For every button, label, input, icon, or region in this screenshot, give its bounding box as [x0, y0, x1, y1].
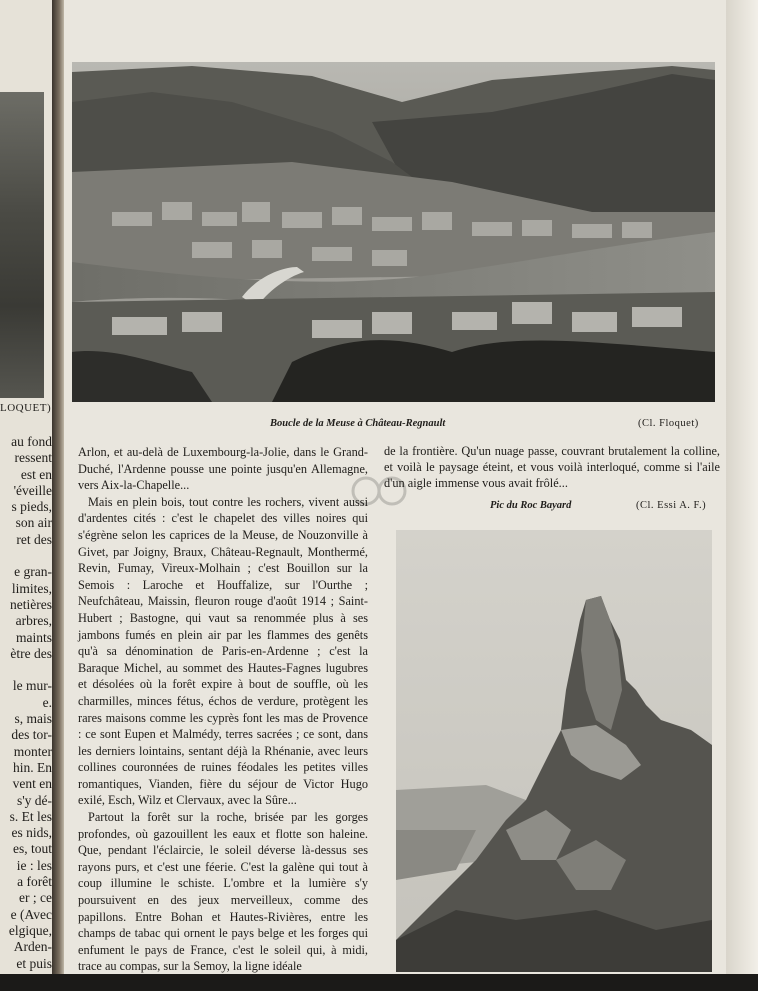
facing-line: e (Avec: [10, 906, 52, 922]
right-photo-caption: Pic du Roc Bayard: [490, 500, 572, 511]
meuse-loop-photo: [72, 62, 715, 402]
facing-page-credit: LOQUET): [0, 402, 52, 414]
binding-shadow: [0, 974, 758, 991]
facing-line: vent en: [12, 776, 52, 792]
facing-line: hin. En: [13, 759, 52, 775]
facing-line: elgique,: [8, 922, 52, 938]
facing-line: er ; ce: [19, 890, 52, 906]
facing-line: ret des: [16, 531, 52, 547]
facing-line: es, tout: [13, 841, 52, 857]
facing-line: et puis: [16, 955, 52, 971]
facing-line: limites,: [11, 580, 52, 596]
facing-line: es nids,: [11, 825, 52, 841]
facing-page-photo: [0, 92, 44, 398]
facing-line: [0, 662, 52, 678]
facing-line: a forêt: [17, 874, 52, 890]
facing-line: ressent: [14, 450, 52, 466]
facing-line: des tor-: [11, 727, 52, 743]
facing-line: monter: [13, 743, 52, 759]
facing-line: ie : les: [16, 857, 52, 873]
article-paragraph: Arlon, et au-delà de Luxembourg-la-Jolie, dans le Grand-Duché, l'Ardenne pousse une pointe jusqu'en Allemagne, vers Aix-la-Chapelle...: [78, 445, 368, 493]
facing-line: [0, 548, 52, 564]
facing-line: e.: [42, 694, 52, 710]
facing-line: arbres,: [15, 613, 52, 629]
roc-bayard-illustration: [396, 530, 712, 972]
article-paragraph: Mais en plein bois, tout contre les rochers, vivent aussi d'ardentes cités : c'est le chapelet des villes noires qui s'égrène selon les caprices de la Meuse, de Nouzonville à Givet, par Joigny, Braux, Château-Regnault, Monthermé, Revin, Fumay, Vireux-Molhain ; c'est Bouillon sur la Semois : Laroche et Houffalize, sur l'Ourthe ; Neufchâteau, Maissin, fleuron rouge d'août 1914 ; Saint-Hubert ; Bastogne, qui vaut sa renommée plus à ses jambons fumés en plein air par les flammes des genêts qu'à sa dénomination de Paris-en-Ardenne ; c'est la Baraque Michel, au sommet des Hautes-Fagnes lugubres et désolées où la forêt expire à bout de souffle, où les charmilles, minces fétus, échos de verdure, protègent les rares maisons comme les cyprès font les mas de Provence : ce sont Eupen et Malmédy, terres sacrées ; ce sont, dans les derniers lointains, sentant déjà la Rhénanie, avec leurs collines couronnées de ruines féodales les petites villes romantiques, Vianden, fière du séjour de Victor Hugo exilé, Esch, Wilz et Clervaux, avec la Sûre...: [78, 494, 368, 808]
facing-line: s'y dé-: [16, 792, 52, 808]
facing-line: est en: [20, 466, 52, 482]
facing-line: maints: [16, 629, 52, 645]
facing-line: son air: [15, 515, 52, 531]
right-photo-credit: (Cl. Essi A. F.): [636, 500, 707, 511]
facing-line: ètre des: [10, 645, 52, 661]
meuse-loop-illustration: [72, 62, 715, 402]
facing-line: s. Et les: [9, 808, 52, 824]
top-photo-credit: (Cl. Floquet): [638, 418, 699, 429]
facing-page: [0, 0, 52, 991]
facing-line: le mur-: [12, 678, 52, 694]
facing-page-text: [0, 434, 52, 972]
article-paragraph: Partout la forêt sur la roche, brisée par les gorges profondes, où gazouillent les eaux et flotte son haleine. Que, pendant l'éclaircie, le soleil déverse là-dessus ses rayons purs, et c'est une féerie. C'est la galène qui tout à coup illumine le schiste. L'ombre et la lumière s'y poursuivent en des jeux merveilleux, comme des papillons. Entre Bohan et Hautes-Rivières, entre les champs de tabac qui ornent le pays belge et les forges qui enfument le pays de France, c'est le soleil qui, à midi, trace au compas, sur la Semoy, la ligne idéale: [78, 810, 368, 974]
page-edge: [726, 0, 758, 991]
roc-bayard-photo: [396, 530, 712, 972]
book-gutter: [52, 0, 64, 991]
article-column-left: [78, 444, 368, 975]
facing-line: Arden-: [13, 939, 52, 955]
facing-line: e gran-: [14, 564, 52, 580]
article-column-right: de la frontière. Qu'un nuage passe, couvrant brutalement la colline, et voilà le paysage éteint, et vous voilà interloqué, comme si l'aile d'un aigle immense vous avait frôlé...: [384, 444, 720, 491]
top-photo-caption: Boucle de la Meuse à Château-Regnault: [270, 418, 446, 429]
facing-line: 'éveille: [13, 482, 52, 498]
facing-line: s pieds,: [11, 499, 52, 515]
facing-line: au fond: [11, 434, 52, 449]
facing-line: netières: [10, 596, 52, 612]
facing-line: s, mais: [14, 711, 52, 727]
